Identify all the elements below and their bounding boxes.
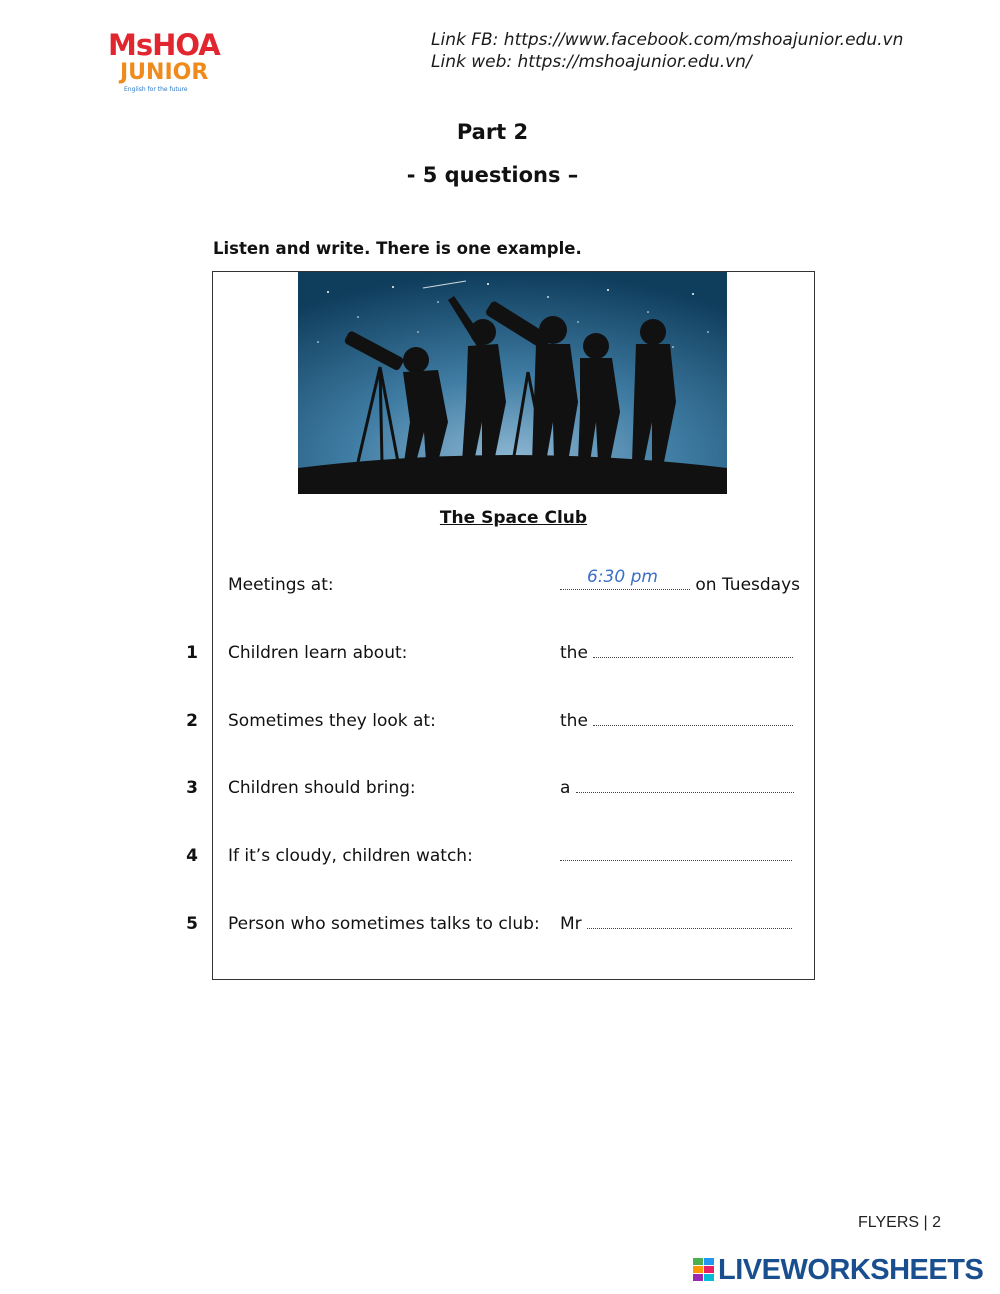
answer-dotted-line[interactable] xyxy=(560,846,792,861)
example-suffix: on Tuesdays xyxy=(695,575,801,595)
question-label: Person who sometimes talks to club: xyxy=(228,914,540,934)
answer-dotted-line[interactable] xyxy=(593,711,793,726)
liveworksheets-wordmark: LIVEWORKSHEETS xyxy=(718,1253,984,1286)
logo-brand-top: MsHOA xyxy=(108,28,220,62)
logo-tagline: English for the future xyxy=(124,86,188,93)
question-label: If it’s cloudy, children watch: xyxy=(228,846,473,866)
answer-prefix: the xyxy=(560,711,588,731)
mshoa-junior-logo xyxy=(106,28,236,98)
answer-dotted-line[interactable] xyxy=(576,778,794,793)
question-number: 3 xyxy=(186,778,198,798)
logo-brand-bottom: JUNIOR xyxy=(120,60,209,85)
question-number: 1 xyxy=(186,643,198,663)
example-label: Meetings at: xyxy=(228,575,334,595)
answer-field-5[interactable] xyxy=(560,914,792,934)
question-label: Children learn about: xyxy=(228,643,408,663)
question-label: Sometimes they look at: xyxy=(228,711,436,731)
questions-subtitle: - 5 questions – xyxy=(406,163,579,187)
liveworksheets-logo[interactable] xyxy=(693,1253,984,1286)
answer-prefix: the xyxy=(560,643,588,663)
club-title: The Space Club xyxy=(439,508,588,528)
answer-field-2[interactable] xyxy=(560,711,793,731)
liveworksheets-icon xyxy=(693,1258,715,1282)
facebook-link[interactable]: Link FB: https://www.facebook.com/mshoajunior.edu.vn xyxy=(431,30,904,50)
website-link[interactable]: Link web: https://mshoajunior.edu.vn/ xyxy=(431,52,752,72)
question-label: Children should bring: xyxy=(228,778,416,798)
question-number: 2 xyxy=(186,711,198,731)
question-number: 4 xyxy=(186,846,198,866)
question-number: 5 xyxy=(186,914,198,934)
answer-field-3[interactable] xyxy=(560,778,794,798)
answer-prefix: Mr xyxy=(560,914,582,934)
answer-field-4[interactable] xyxy=(560,846,792,866)
example-answer: 6:30 pm xyxy=(587,567,658,587)
page-footer: FLYERS | 2 xyxy=(858,1214,941,1231)
example-answer-line xyxy=(560,575,800,595)
part-title: Part 2 xyxy=(456,120,529,144)
answer-field-1[interactable] xyxy=(560,643,793,663)
answer-prefix: a xyxy=(560,778,571,798)
answer-dotted-line xyxy=(560,575,690,590)
answer-dotted-line[interactable] xyxy=(587,914,792,929)
stargazing-illustration xyxy=(298,272,727,494)
answer-dotted-line[interactable] xyxy=(593,643,793,658)
instruction-text: Listen and write. There is one example. xyxy=(213,239,582,258)
